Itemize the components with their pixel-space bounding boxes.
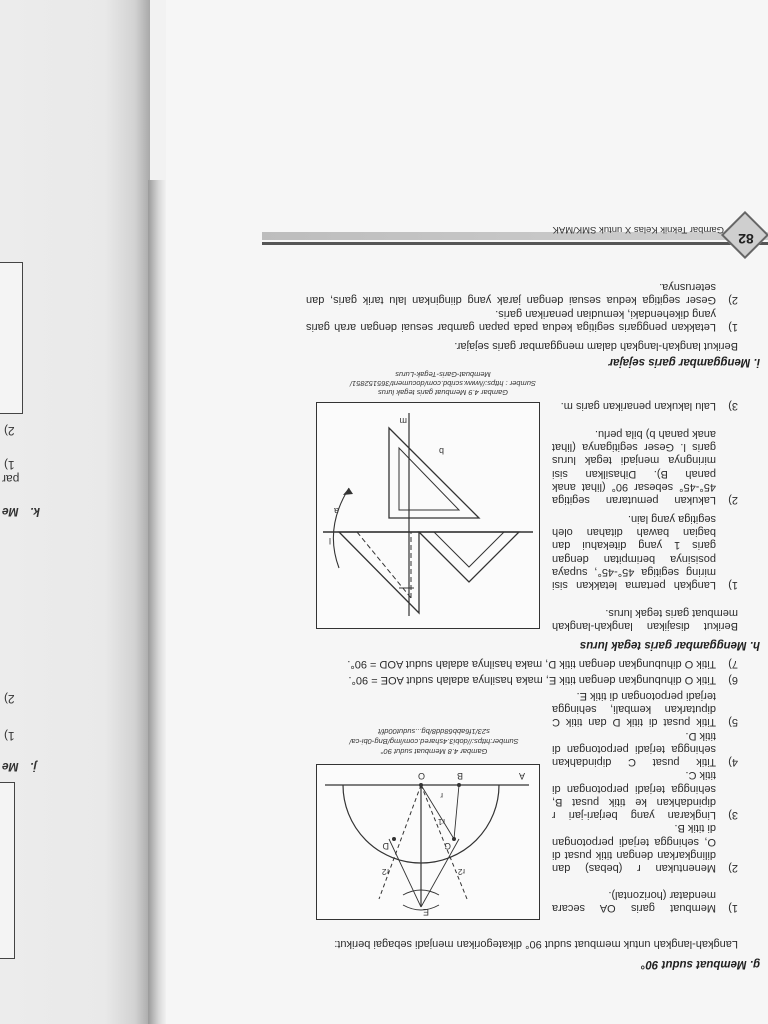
left-label-k: k. bbox=[30, 505, 41, 519]
section-i-heading: i. Menggambar garis sejajar bbox=[608, 356, 760, 368]
section-h-step-2-text: Lakukan pemutaran segitiga 45°-45° sebesar 90° (lihat anak panah B). Dihasilkan sisi miringnya menjadi tegak lurus garis l. Geser segitiganya (lihat anak panah b) bila perlu. bbox=[552, 427, 716, 506]
section-g-step-6-text: Titik O dihubungkan dengan titik E, maka hasilnya adalah sudut AOE = 90°. bbox=[348, 674, 716, 686]
section-i-step-1-num: 1) bbox=[728, 321, 738, 333]
fig-4-9-label-l: l bbox=[329, 536, 331, 546]
left-label-me1: Me bbox=[2, 505, 19, 519]
fig-4-8-label-a: A bbox=[518, 771, 525, 781]
section-g-step-4-num: 4) bbox=[728, 756, 738, 768]
fig-4-8-source-1: Sumber:https://dobi3.4shared.com/img/Bng-0bi-ca/ bbox=[349, 737, 519, 746]
section-g-step-2-num: 2) bbox=[728, 862, 738, 874]
section-g-step-5-text: Titik pusat di titik D dan titik C diputarkan kembali, sehingga terjadi perpotongan di titik E. bbox=[552, 689, 716, 728]
fig-4-9-perpendicular bbox=[316, 402, 540, 629]
section-g-step-3-text: Lingkaran yang berjari-jari r dipindahkan ke titik pusat B, sehingga terjadi perpotongan di titik C. bbox=[552, 769, 716, 821]
fig-4-9-label-b: b bbox=[438, 446, 444, 456]
fig-4-9-source-1: Sumber : https://www.scribd.com/document/365152851/ bbox=[350, 379, 536, 388]
section-g-intro: Langkah-langkah untuk membuat sudut 90° dikategorikan menjadi sebagai berikut: bbox=[334, 938, 738, 950]
fig-4-8-label-e: E bbox=[422, 907, 429, 917]
left-label-1b: 1) bbox=[4, 729, 15, 743]
section-h-heading: h. Menggambar garis tegak lurus bbox=[579, 639, 760, 651]
left-frame-bottom bbox=[0, 782, 15, 959]
fig-4-8-label-c: C bbox=[444, 841, 451, 851]
fig-4-8-source-2: s23/1f6abb68dd8/bg...sudut00df/t bbox=[378, 727, 490, 736]
section-g-step-6-num: 6) bbox=[728, 674, 738, 686]
section-g-step-4-text: Titik pusat C dipindahkan sehingga terjadi perpotongan di titik D. bbox=[552, 729, 716, 768]
book-page bbox=[166, 0, 768, 1024]
section-h-step-3-text: Lalu lakukan penarikan garis m. bbox=[560, 400, 716, 412]
fig-4-8-label-r2a: r2 bbox=[457, 867, 465, 876]
left-label-1a: 1) bbox=[4, 458, 15, 472]
header-rule bbox=[262, 242, 768, 245]
section-g-step-7-text: Titik O dihubungkan dengan titik D, maka hasilnya adalah sudut AOD = 90°. bbox=[347, 658, 716, 670]
fig-4-8-label-b: B bbox=[456, 771, 463, 781]
section-i-step-2-num: 2) bbox=[728, 294, 738, 306]
fig-4-9-label-a: a bbox=[333, 506, 339, 516]
fig-4-8-label-r2b: r2 bbox=[381, 867, 389, 876]
section-h-step-3-num: 3) bbox=[728, 400, 738, 412]
section-h-step-2-num: 2) bbox=[728, 494, 738, 506]
section-h-intro: Berikut disajikan langkah-langkah membuat garis tegak lurus. bbox=[552, 606, 738, 632]
left-label-2a: 2) bbox=[4, 424, 15, 438]
fig-4-9-source-2: Membuat-Garis-Tegak-Lurus bbox=[395, 370, 491, 379]
fig-4-9-drawing bbox=[317, 403, 539, 628]
section-g-step-5-num: 5) bbox=[728, 716, 738, 728]
running-head: Gambar Teknik Kelas X untuk SMK/MAK bbox=[552, 224, 724, 235]
section-g-step-2-text: Menentukan r (bebas) dan dilingkarkan dengan titik pusat di O, sehingga terjadi perpotongan di titik B. bbox=[552, 822, 716, 874]
fig-4-9-label-m: m bbox=[399, 416, 407, 426]
page-header bbox=[166, 218, 768, 254]
left-label-par: par bbox=[2, 472, 20, 486]
left-label-me2: Me bbox=[2, 760, 19, 774]
page-rotated-content bbox=[166, 0, 768, 1024]
fig-4-8-label-r1: r1 bbox=[437, 817, 445, 826]
section-i-intro: Berikut langkah-langkah dalam menggambar garis sejajar. bbox=[454, 340, 738, 352]
section-h-step-1-num: 1) bbox=[728, 579, 738, 591]
book-gutter bbox=[148, 180, 166, 1024]
fig-4-8-angle-90 bbox=[316, 764, 540, 920]
page-number: 82 bbox=[738, 231, 754, 247]
section-g-step-3-num: 3) bbox=[728, 809, 738, 821]
section-i-step-1-text: Letakkan penggaris segitiga kedua pada papan gambar sesuai dengan arah garis yang dikehendaki, kemudian penarikan garis. bbox=[306, 307, 716, 333]
section-g-step-7-num: 7) bbox=[728, 658, 738, 670]
fig-4-9-caption: Gambar 4.9 Membuat garis tegak lurus bbox=[377, 388, 509, 397]
fig-4-8-drawing bbox=[317, 765, 539, 919]
section-i-step-2-text: Geser segitiga kedua sesuai dengan jarak yang diinginkan lalu tarik garis, dan seterusnya. bbox=[306, 280, 716, 306]
left-label-2b: 2) bbox=[4, 692, 15, 706]
section-h-step-1-text: Langkah pertama letakkan sisi miring segitiga 45°-45°, supaya posisinya berimpitan dengan garis 1 yang ditekahui dan bagian bawah ditahan oleh segitiga yang lain. bbox=[552, 512, 716, 591]
section-g-heading: g. Membuat sudut 90° bbox=[641, 958, 760, 970]
left-page-edge bbox=[0, 0, 150, 1024]
fig-4-8-label-o: O bbox=[417, 771, 425, 781]
fig-4-8-label-r: r bbox=[440, 791, 443, 800]
left-frame-top bbox=[0, 262, 23, 414]
section-g-step-1-text: Membuat garis OA secara mendatar (horizontal). bbox=[552, 888, 716, 914]
fig-4-8-label-d: D bbox=[382, 841, 389, 851]
left-label-j: j. bbox=[30, 760, 37, 774]
section-g-step-1-num: 1) bbox=[728, 902, 738, 914]
fig-4-8-caption: Gambar 4.8 Membuat sudut 90° bbox=[380, 747, 488, 756]
